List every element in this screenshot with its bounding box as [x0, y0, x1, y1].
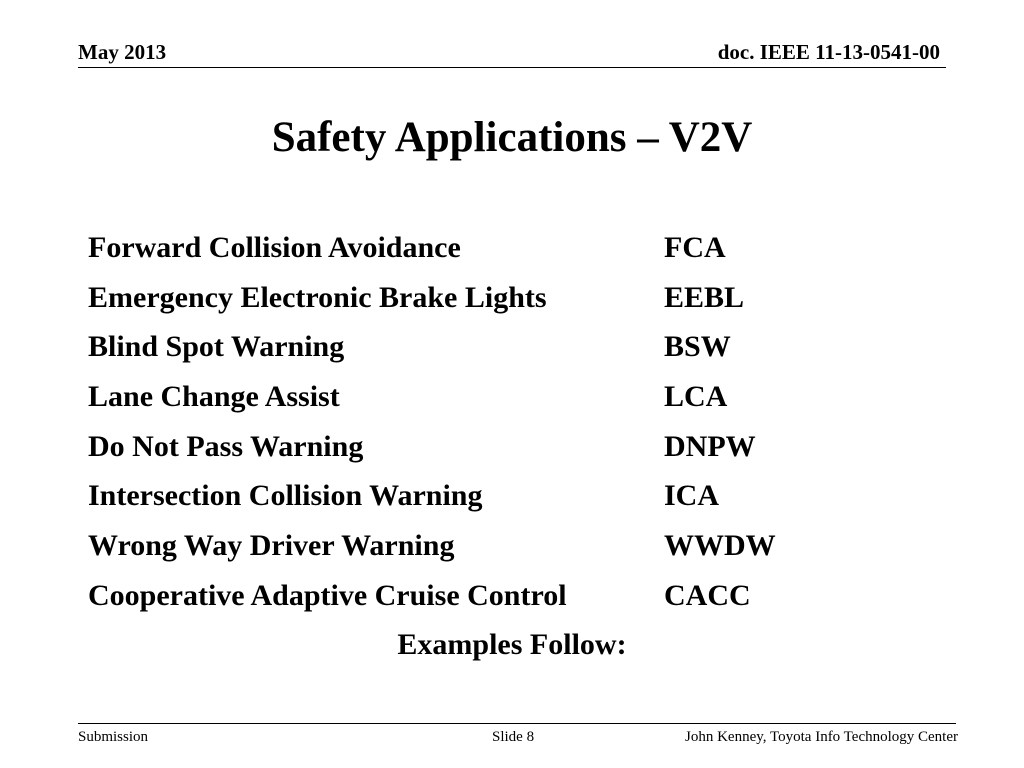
slide-title: Safety Applications – V2V: [271, 114, 753, 161]
application-abbreviation: EEBL: [664, 280, 745, 314]
application-abbreviation: FCA: [664, 231, 726, 264]
application-name: Wrong Way Driver Warning: [88, 529, 455, 563]
application-name: Blind Spot Warning: [88, 330, 345, 364]
list-item: [88, 474, 948, 524]
list-item: [88, 524, 948, 574]
application-abbreviation: CACC: [664, 578, 751, 612]
header-doc-id: doc. IEEE 11-13-0541-00: [717, 40, 940, 64]
header-divider: [78, 67, 946, 68]
list-item: [88, 226, 948, 276]
application-list: [88, 226, 948, 624]
footer-submission: Submission: [78, 729, 149, 745]
application-name: Lane Change Assist: [88, 380, 340, 414]
list-item: [88, 425, 948, 475]
list-item: [88, 325, 948, 375]
application-name: Forward Collision Avoidance: [88, 231, 461, 264]
application-name: Cooperative Adaptive Cruise Control: [88, 578, 567, 612]
application-abbreviation: LCA: [664, 380, 728, 414]
header-date: May 2013: [78, 40, 167, 64]
application-abbreviation: DNPW: [664, 429, 756, 463]
list-item: [88, 375, 948, 425]
application-abbreviation: BSW: [664, 330, 731, 364]
application-abbreviation: ICA: [664, 479, 720, 513]
list-item: [88, 276, 948, 326]
footer-author: John Kenney, Toyota Info Technology Center: [685, 729, 958, 745]
footer-divider: [78, 723, 956, 724]
application-name: Do Not Pass Warning: [88, 429, 364, 463]
application-abbreviation: WWDW: [664, 529, 776, 563]
footer-slide-number: Slide 8: [492, 729, 535, 745]
application-name: Emergency Electronic Brake Lights: [88, 280, 547, 314]
list-item: [88, 574, 948, 624]
application-name: Intersection Collision Warning: [88, 479, 483, 513]
closing-text: Examples Follow:: [397, 628, 627, 661]
